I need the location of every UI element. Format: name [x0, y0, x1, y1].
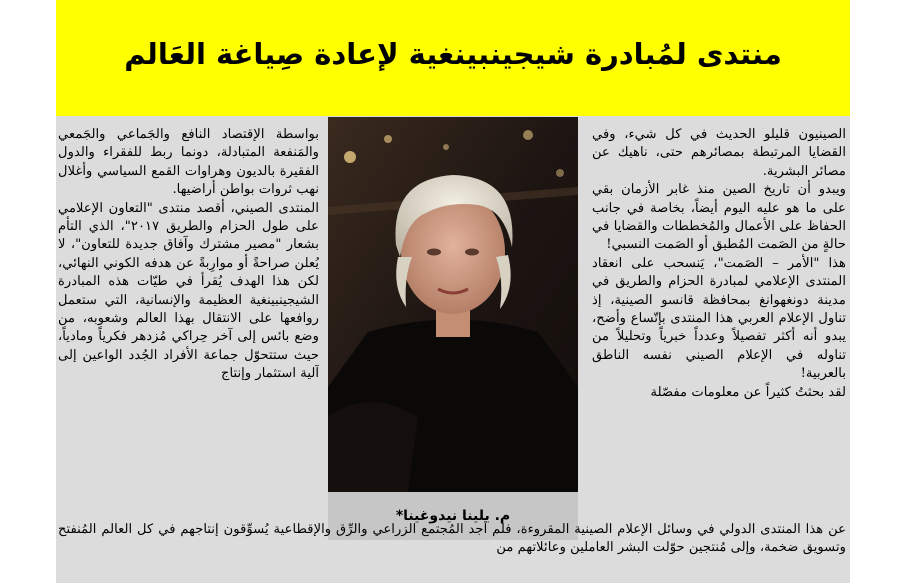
- author-figure: [328, 117, 578, 540]
- paragraph: بواسطة الإقتصاد النافع والجَماعي والجَمعي والمَنفعة المتبادلة، دونما ربط للفقراء والدول الفقيرة بالديون وهراوات القمع السياسي وأغلال نهب ثروات بواطن أراضيها.: [58, 127, 319, 198]
- paragraph: لقد بحثتُ كثيراً عن معلومات مفصّلة: [650, 384, 846, 400]
- paragraph: ويبدو أن تاريخ الصين منذ غابر الأزمان بقي على ما هو عليه اليوم أيضاً، بخاصة في جانب الحفاظ على الأعمال والمُخططات والقضايا في حالةٍ من الصَمت المُطبق أو الصَمت النسبي!: [592, 182, 846, 253]
- paragraph: المنتدى الصيني، أقصد منتدى "التعاون الإعلامي على طول الحزام والطريق ٢٠١٧"، الذي التأم بشعار "مصير مشترك وآفاق جديدة للتعاون"، لا يُعلن صراحةً أو موارِبةً عن هدفه الكوني النهائي، لكن هذا الهدف يُقرأ في طيّات هذه المبادرة الشيجينبينغية العظيمة والإنسانية، التي ستعمل روافعها على الانتقال بهذا العالم وشعوبه، من وضع بائس إلى آخر حِراكي مُزدهر فكرياً ومادياً، حيث ستتحوّل جماعة الأفراد الجُدد الواعين إلى آلية استثمار وإنتاج: [58, 200, 319, 382]
- paragraph: الصينيون قليلو الحديث في كل شيء، وفي القضايا المرتبطة بمصائرهم حتى، ناهيك عن مصائر البشرية.: [592, 127, 846, 179]
- paragraph: هذا "الأمر – الصَمت"، يَنسحب على انعقاد المنتدى الإعلامي لمبادرة الحزام والطريق في مدينة دونغهوانغ بمحافظة قانسو الصينية، إذ تناول الإعلام العربي هذا المنتدى بإتّساع وأضح، يبدو أنه أكثر تفصيلاً وعدداً خبرياً وتحليلاً من تناوله في الإعلام الصيني نفسه الناطق بالعربية!: [592, 255, 846, 382]
- right-column: [592, 126, 846, 540]
- portrait-image: [328, 117, 578, 492]
- headline-banner: [56, 0, 850, 116]
- article-headline: منتدى لمُبادرة شيجينبينغية لإعادة صِياغة العَالم: [124, 37, 782, 71]
- left-column: [58, 126, 319, 540]
- photo-caption: م. يلينا نيدوغينا*: [328, 492, 578, 540]
- bottom-full-width-text: [58, 521, 846, 583]
- paragraph: عن هذا المنتدى الدولي في وسائل الإعلام الصينية المقروءة، فلم أجد المُجتمع الزراعي والرِّق والإقطاعية يُسوِّقون إنتاجهم في كل العالم المُنفتح وتسويق ضخمة، وإلى مُنتجين حوّلت البشر العاملين وعائلاتهم من: [58, 522, 846, 556]
- author-photo: [328, 117, 578, 492]
